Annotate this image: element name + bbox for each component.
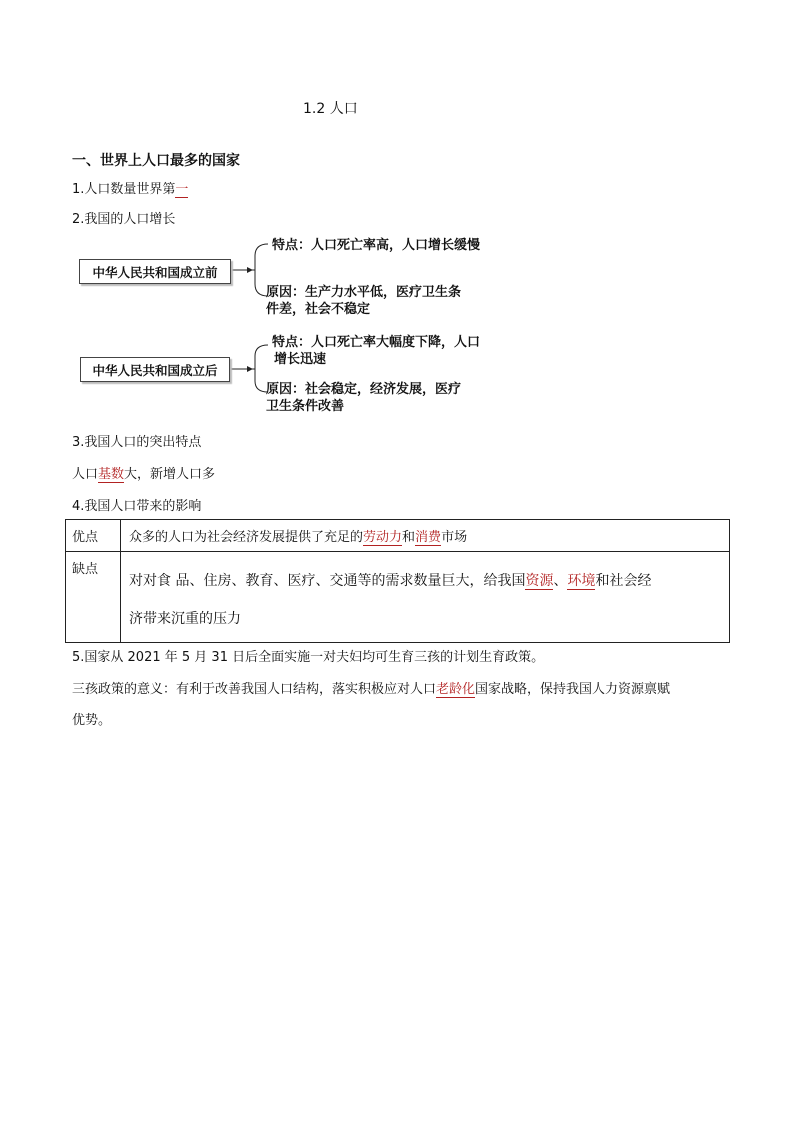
text-run: 济带来沉重的压力 <box>129 611 241 628</box>
item5-text: 5.国家从 2021 年 5 月 31 日后全面实施一对夫妇均可生育三孩的计划生育政策。 <box>72 650 545 665</box>
row-content <box>121 520 730 552</box>
item4-heading: 4.我国人口带来的影响 <box>72 499 202 514</box>
text-run: 对对食 品、住房、教育、医疗、交通等的需求数量巨大，给我国 <box>129 573 526 590</box>
before-feature-line: 特点：人口死亡率高，人口增长缓慢 <box>272 238 481 253</box>
diagram-box-after: 中华人民共和国成立后 <box>80 357 230 382</box>
item5-meaning <box>72 678 670 697</box>
item3-content <box>72 463 215 482</box>
row-content <box>121 552 730 643</box>
blank-labor: 劳动力 <box>363 530 403 545</box>
before-reason-line1: 原因：生产力水平低，医疗卫生条 <box>266 285 462 300</box>
text-run: 、 <box>553 573 568 590</box>
item1-blank: 一 <box>175 182 189 197</box>
after-feature <box>272 334 480 368</box>
after-reason-line1: 原因：社会稳定，经济发展，医疗 <box>266 382 462 397</box>
diagram-box-before: 中华人民共和国成立前 <box>79 259 231 284</box>
item3-blank: 基数 <box>98 467 125 482</box>
blank-environment: 环境 <box>567 573 596 590</box>
row-label: 优点 <box>66 520 121 552</box>
after-feature-line1: 特点：人口死亡率大幅度下降，人口 <box>272 335 481 350</box>
before-feature <box>272 237 480 254</box>
after-reason <box>266 381 461 415</box>
text-run: 市场 <box>441 530 468 545</box>
blank-resources: 资源 <box>525 573 554 590</box>
text-run: 众多的人口为社会经济发展提供了充足的 <box>129 530 364 545</box>
before-reason-line2: 件差，社会不稳定 <box>266 302 371 317</box>
item3-post: 大，新增人口多 <box>124 467 216 482</box>
impact-table <box>65 519 730 643</box>
before-reason <box>266 284 461 318</box>
item3-pre: 人口 <box>72 467 99 482</box>
after-feature-line2: 增长迅速 <box>274 352 327 367</box>
item3-heading: 3.我国人口的突出特点 <box>72 435 202 450</box>
meaning-pre: 三孩政策的意义：有利于改善我国人口结构，落实积极应对人口 <box>72 682 437 697</box>
section-heading: 一、世界上人口最多的国家 <box>72 153 240 169</box>
text-run: 和社会经 <box>595 573 652 590</box>
page-title: 1.2 人口 <box>303 101 358 117</box>
table-row <box>66 520 730 552</box>
item2-heading: 2.我国的人口增长 <box>72 212 176 227</box>
table-row <box>66 552 730 643</box>
meaning-blank: 老龄化 <box>436 682 476 697</box>
item1-text: 1.人口数量世界第 <box>72 182 176 197</box>
text-run: 和 <box>402 530 416 545</box>
meaning-post: 国家战略，保持我国人力资源禀赋 <box>475 682 671 697</box>
row-label: 缺点 <box>66 552 121 643</box>
item5-meaning-line2: 优势。 <box>72 713 112 728</box>
blank-consumption: 消费 <box>415 530 442 545</box>
after-reason-line2: 卫生条件改善 <box>266 399 345 414</box>
